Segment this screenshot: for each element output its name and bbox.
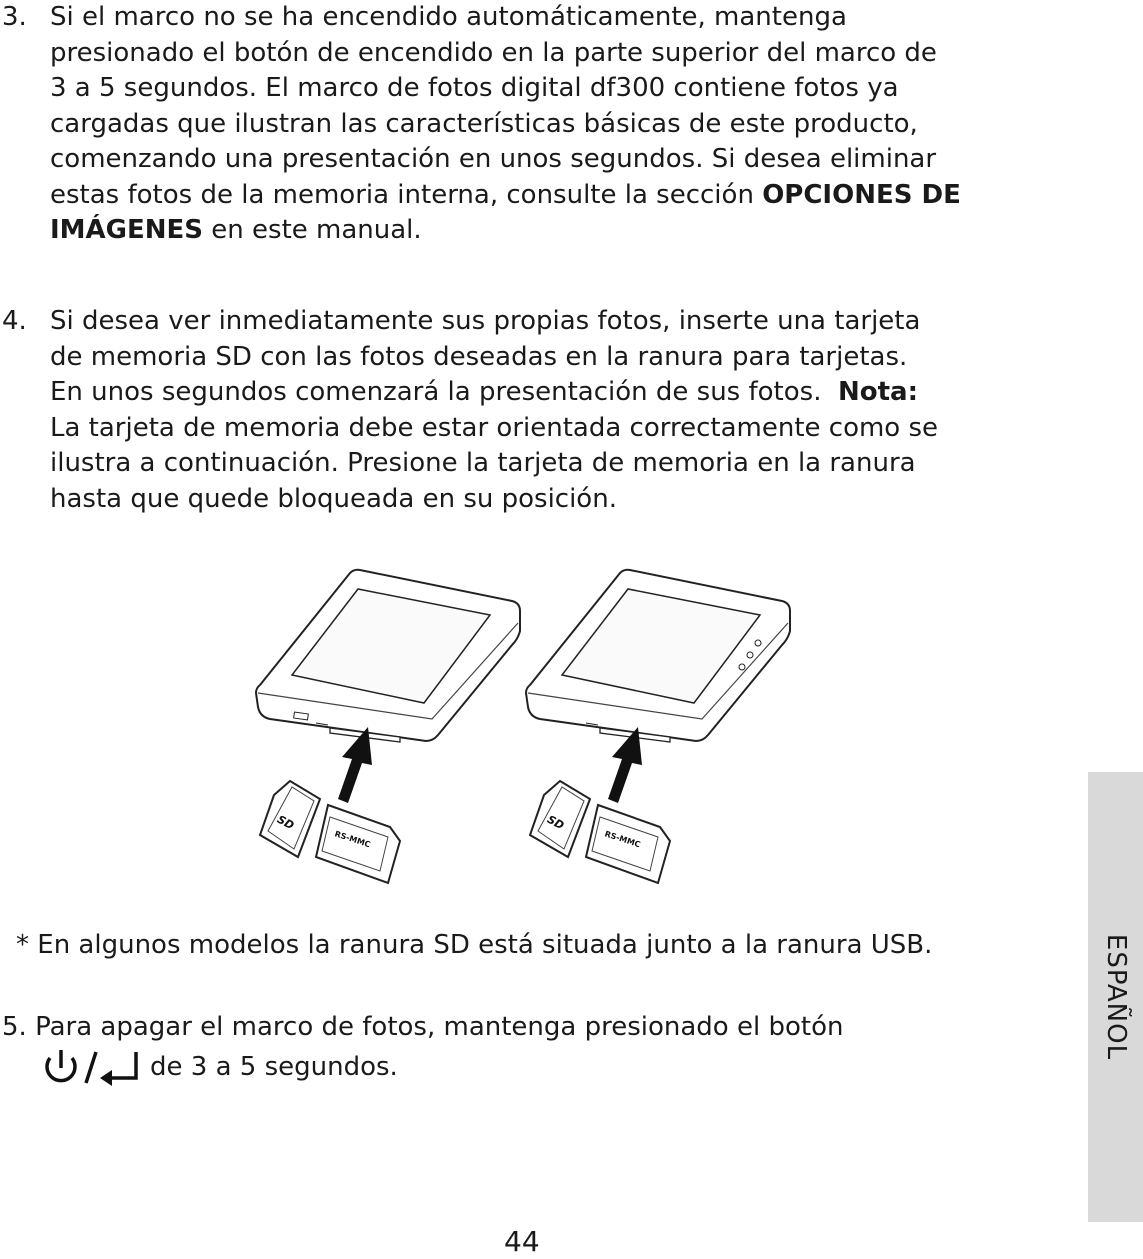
- step-number: 4.: [2, 306, 27, 336]
- step-line: comenzando una presentación en unos segundos. Si desea eliminar: [50, 144, 937, 174]
- note-label: Nota:: [838, 377, 918, 407]
- sd-card-label: SD: [544, 812, 567, 833]
- mmc-card-label: RS-MMC: [333, 829, 372, 850]
- section-reference-bold: OPCIONES DE: [762, 179, 961, 210]
- note-line: hasta que quede bloqueada en su posición.: [50, 483, 617, 514]
- section-reference-bold: IMÁGENES: [50, 215, 204, 245]
- step-line: Si desea ver inmediatamente sus propias fotos, inserte una tarjeta: [50, 306, 921, 336]
- sd-card-label: SD: [274, 812, 297, 833]
- step-line: 5. Para apagar el marco de fotos, mantenga presionado el botón: [2, 1012, 844, 1042]
- step-line: en este manual.: [203, 215, 422, 245]
- step-line-with-bold: [50, 213, 961, 249]
- step-line: cargadas que ilustran las características básicas de este producto,: [50, 108, 918, 139]
- step-line: 3 a 5 segundos. El marco de fotos digital df300 contiene fotos ya: [50, 73, 899, 103]
- footnote: * En algunos modelos la ranura SD está situada junto a la ranura USB.: [16, 930, 933, 960]
- step-5: [2, 1010, 844, 1082]
- language-side-tab: [1088, 772, 1143, 1222]
- card-insertion-illustration: [250, 565, 810, 895]
- note-line: ilustra a continuación. Presione la tarjeta de memoria en la ranura: [50, 448, 916, 478]
- language-label: ESPAÑOL: [1100, 933, 1131, 1061]
- step-line: presionado el botón de encendido en la parte superior del marco de: [50, 37, 937, 68]
- step-line: En unos segundos comenzará la presentación de sus fotos.: [50, 377, 838, 407]
- step-line-with-note: [50, 375, 938, 411]
- step-number: 3.: [2, 2, 27, 32]
- step-3: [2, 0, 1062, 260]
- page-number: 44: [504, 1225, 540, 1258]
- power-enter-icon: [42, 1048, 142, 1086]
- step-line-with-bold: [50, 178, 961, 214]
- step-line: de 3 a 5 segundos.: [150, 1051, 398, 1082]
- step-line: Si el marco no se ha encendido automáticamente, mantenga: [50, 2, 847, 32]
- mmc-card-label: RS-MMC: [603, 829, 642, 850]
- step-4: [2, 304, 1062, 524]
- step-line: de memoria SD con las fotos deseadas en la ranura para tarjetas.: [50, 341, 908, 372]
- step-line: estas fotos de la memoria interna, consulte la sección: [50, 179, 763, 210]
- note-line: La tarjeta de memoria debe estar orientada correctamente como se: [50, 412, 939, 443]
